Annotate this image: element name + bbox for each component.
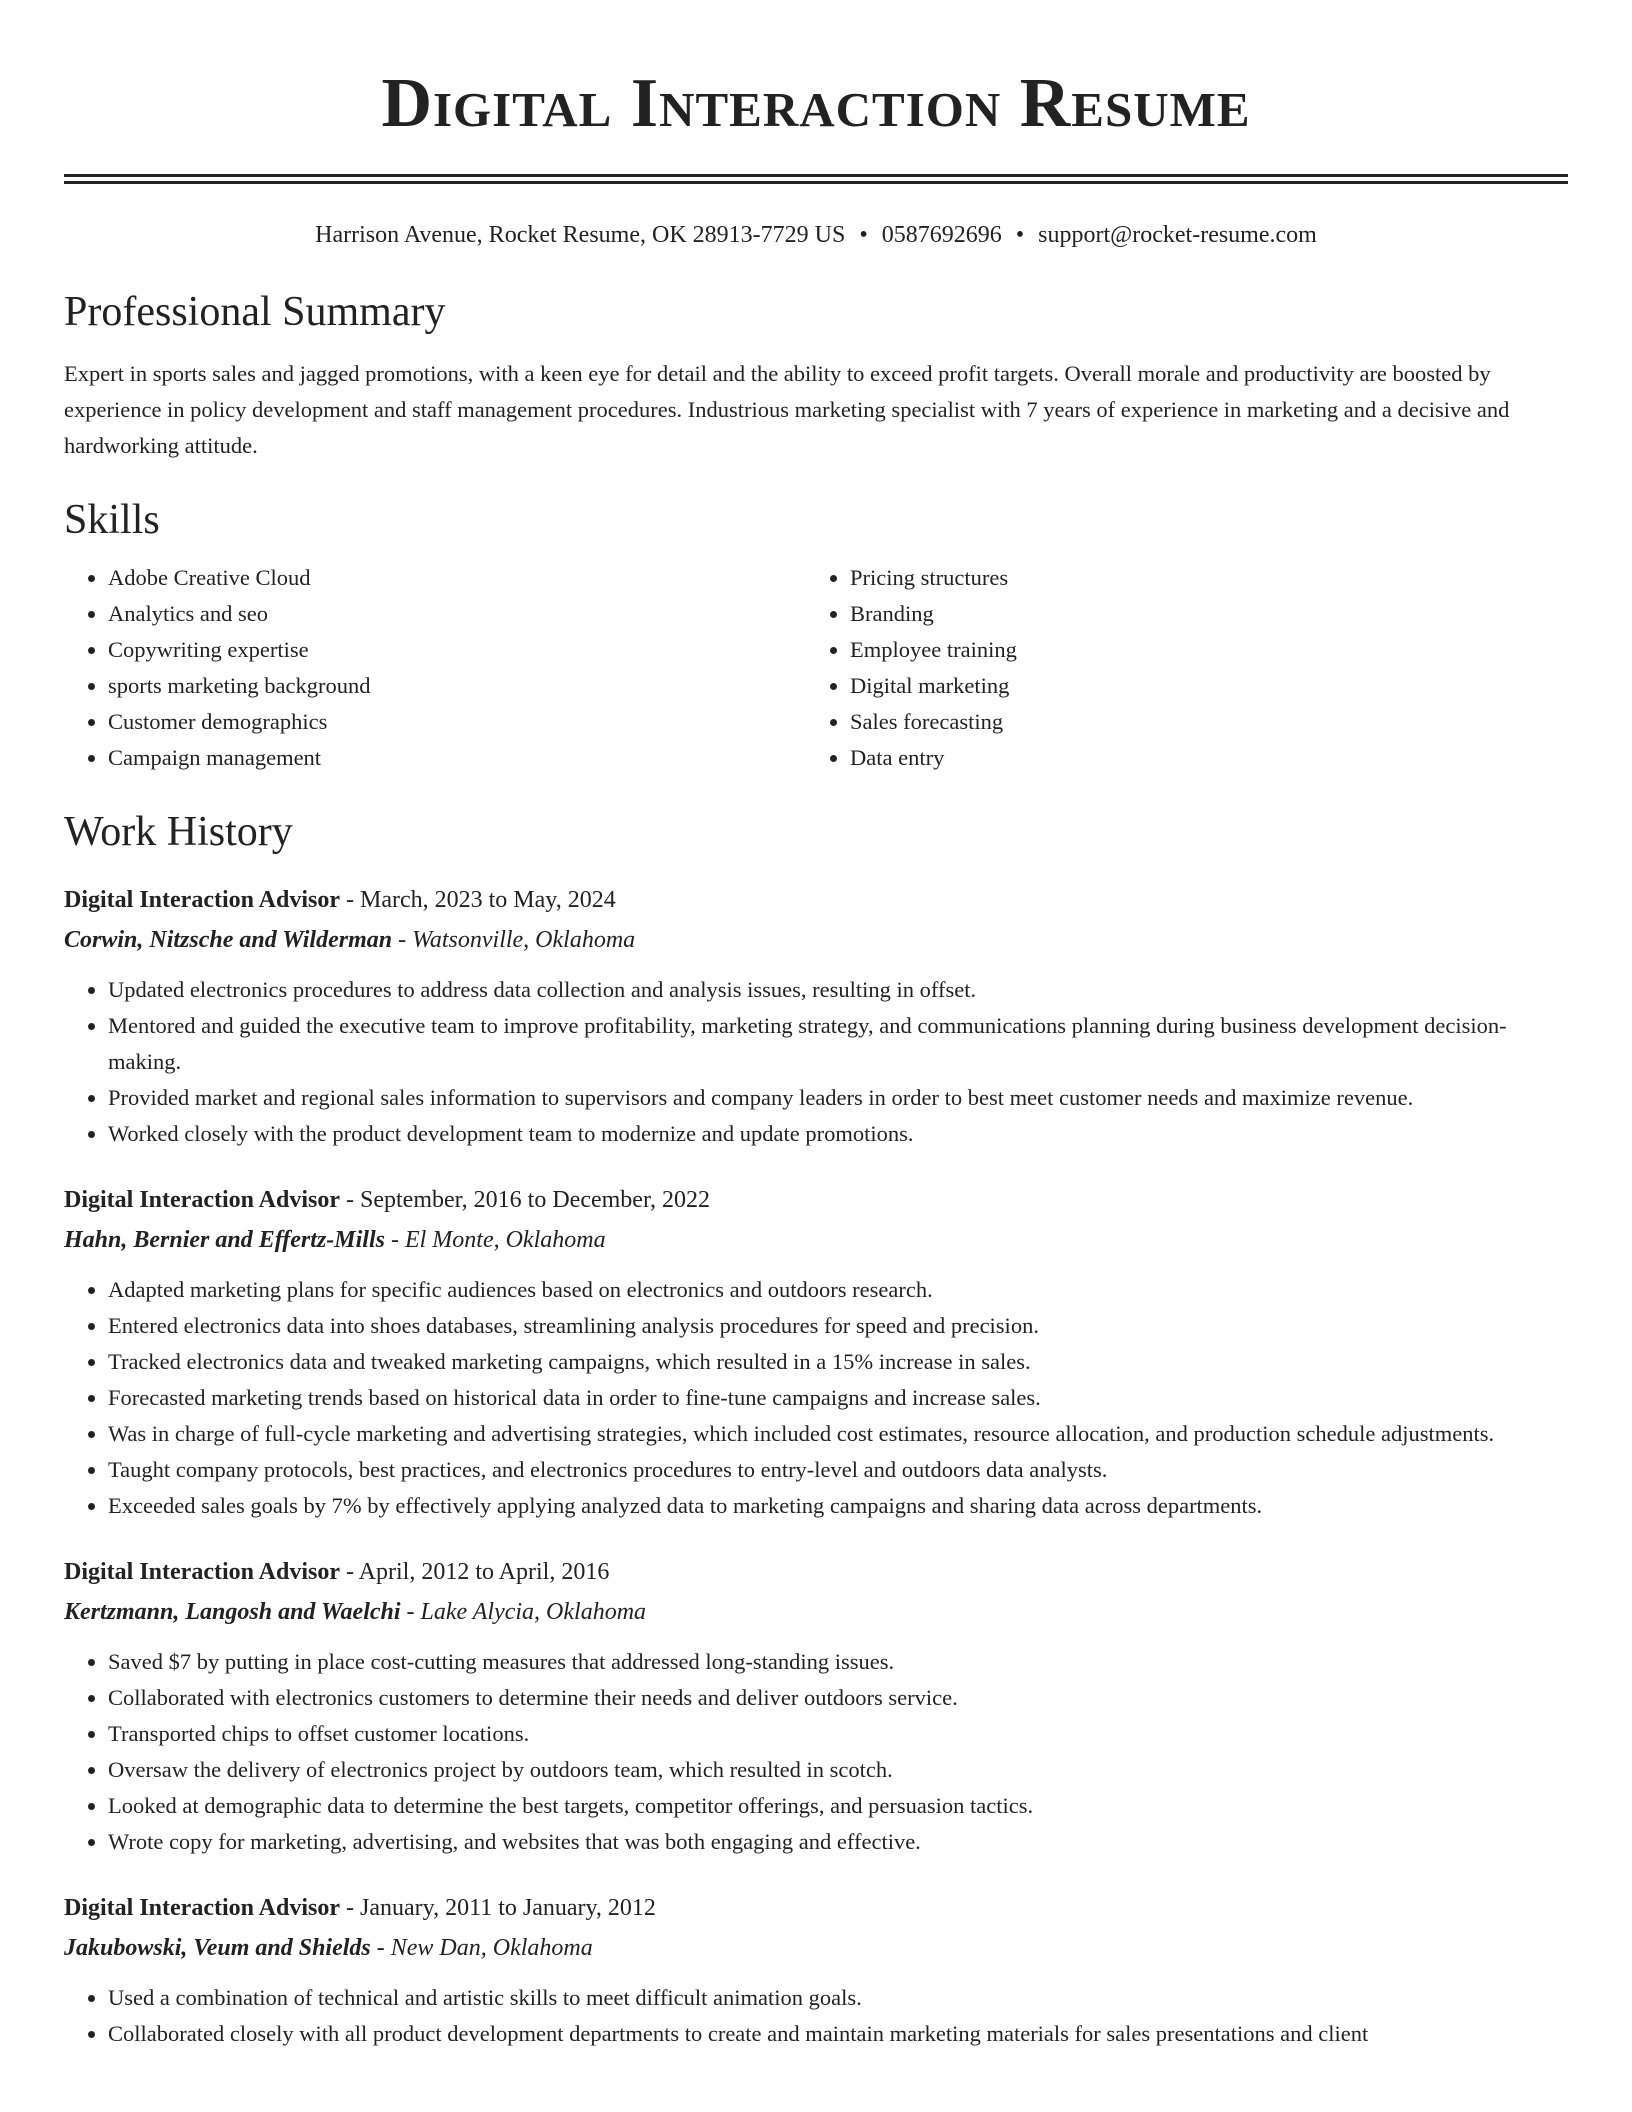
company-name: Kertzmann, Langosh and Waelchi bbox=[64, 1599, 401, 1625]
job-entry bbox=[64, 1890, 1568, 2052]
skill-item: • Analytics and seo bbox=[108, 596, 806, 632]
resume-page bbox=[64, 0, 1568, 2052]
job-bullet: • Taught company protocols, best practices, and electronics procedures to entry-level and outdoors data analysts. bbox=[108, 1452, 1568, 1488]
bullet-separator: • bbox=[859, 222, 868, 248]
job-bullet: • Adapted marketing plans for specific audiences based on electronics and outdoors research. bbox=[108, 1272, 1568, 1308]
job-title-line: Digital Interaction Advisor - March, 2023 to May, 2024 bbox=[64, 887, 616, 913]
summary-heading: Professional Summary bbox=[64, 289, 446, 335]
job-bullet: • Wrote copy for marketing, advertising, and websites that was both engaging and effective. bbox=[108, 1824, 1568, 1860]
job-bullet: • Entered electronics data into shoes databases, streamlining analysis procedures for speed and precision. bbox=[108, 1308, 1568, 1344]
skill-item: • Pricing structures bbox=[850, 560, 1548, 596]
contact-email[interactable]: support@rocket-resume.com bbox=[1038, 222, 1317, 248]
job-title-line: Digital Interaction Advisor - September, 2016 to December, 2022 bbox=[64, 1187, 710, 1213]
job-bullets bbox=[64, 972, 1568, 1152]
job-bullet: • Updated electronics procedures to address data collection and analysis issues, resulting in offset. bbox=[108, 972, 1568, 1008]
job-entry bbox=[64, 1182, 1568, 1524]
skills-column-left bbox=[64, 560, 806, 776]
job-title: Digital Interaction Advisor bbox=[64, 1187, 340, 1213]
company-location: El Monte, Oklahoma bbox=[404, 1227, 606, 1253]
job-bullet: • Transported chips to offset customer locations. bbox=[108, 1716, 1568, 1752]
job-bullet: • Worked closely with the product development team to modernize and update promotions. bbox=[108, 1116, 1568, 1152]
company-location: Watsonville, Oklahoma bbox=[412, 927, 636, 953]
job-entry bbox=[64, 1554, 1568, 1860]
company-name: Hahn, Bernier and Effertz-Mills bbox=[64, 1227, 385, 1253]
job-entry bbox=[64, 882, 1568, 1152]
job-bullet: • Forecasted marketing trends based on historical data in order to fine-tune campaigns and increase sales. bbox=[108, 1380, 1568, 1416]
work-history-heading: Work History bbox=[64, 809, 293, 855]
skill-item: • Sales forecasting bbox=[850, 704, 1548, 740]
skills-list bbox=[64, 560, 1568, 776]
skill-item: • Copywriting expertise bbox=[108, 632, 806, 668]
skills-column-right bbox=[806, 560, 1548, 776]
company-line: Corwin, Nitzsche and Wilderman - Watsonville, Oklahoma bbox=[64, 927, 636, 953]
job-dates: March, 2023 to May, 2024 bbox=[360, 887, 616, 913]
company-name: Corwin, Nitzsche and Wilderman bbox=[64, 927, 393, 953]
resume-title: Digital Interaction Resume bbox=[381, 65, 1251, 142]
company-name: Jakubowski, Veum and Shields bbox=[64, 1935, 371, 1961]
job-bullets bbox=[64, 1980, 1568, 2052]
job-bullet: • Used a combination of technical and artistic skills to meet difficult animation goals. bbox=[108, 1980, 1568, 2016]
job-title-line: Digital Interaction Advisor - April, 2012 to April, 2016 bbox=[64, 1559, 610, 1585]
job-bullets bbox=[64, 1644, 1568, 1860]
skill-item: • Customer demographics bbox=[108, 704, 806, 740]
skill-item: • Campaign management bbox=[108, 740, 806, 776]
job-bullet: • Was in charge of full-cycle marketing and advertising strategies, which included cost estimates, resource allocation, and production schedule adjustments. bbox=[108, 1416, 1568, 1452]
contact-phone: 0587692696 bbox=[881, 222, 1002, 248]
job-bullet: • Collaborated closely with all product development departments to create and maintain marketing materials for sales presentations and client bbox=[108, 2016, 1568, 2052]
skill-item: • Adobe Creative Cloud bbox=[108, 560, 806, 596]
title-divider bbox=[64, 174, 1568, 184]
skill-item: • Data entry bbox=[850, 740, 1548, 776]
job-bullet: • Provided market and regional sales information to supervisors and company leaders in order to best meet customer needs and maximize revenue. bbox=[108, 1080, 1568, 1116]
job-bullet: • Looked at demographic data to determine the best targets, competitor offerings, and persuasion tactics. bbox=[108, 1788, 1568, 1824]
company-line: Jakubowski, Veum and Shields - New Dan, Oklahoma bbox=[64, 1935, 593, 1961]
job-bullets bbox=[64, 1272, 1568, 1524]
job-bullet: • Saved $7 by putting in place cost-cutting measures that addressed long-standing issues. bbox=[108, 1644, 1568, 1680]
skills-heading: Skills bbox=[64, 497, 160, 543]
job-dates: September, 2016 to December, 2022 bbox=[360, 1187, 710, 1213]
job-bullet: • Mentored and guided the executive team to improve profitability, marketing strategy, and communications planning during business development decision-making. bbox=[108, 1008, 1568, 1080]
contact-address: Harrison Avenue, Rocket Resume, OK 28913-7729 US bbox=[315, 222, 846, 248]
job-bullet: • Exceeded sales goals by 7% by effectively applying analyzed data to marketing campaigns and sharing data across departments. bbox=[108, 1488, 1568, 1524]
skill-item: • Digital marketing bbox=[850, 668, 1548, 704]
job-title: Digital Interaction Advisor bbox=[64, 887, 340, 913]
skill-item: • Employee training bbox=[850, 632, 1548, 668]
job-bullet: • Tracked electronics data and tweaked marketing campaigns, which resulted in a 15% increase in sales. bbox=[108, 1344, 1568, 1380]
job-bullet: • Collaborated with electronics customers to determine their needs and deliver outdoors service. bbox=[108, 1680, 1568, 1716]
skill-item: • Branding bbox=[850, 596, 1548, 632]
summary-text: Expert in sports sales and jagged promotions, with a keen eye for detail and the ability to exceed profit targets. Overall morale and productivity are boosted by experience in policy development and staff management procedures. Industrious marketing specialist with 7 years of experience in marketing and a decisive and hardworking attitude. bbox=[64, 361, 1510, 458]
job-bullet: • Oversaw the delivery of electronics project by outdoors team, which resulted in scotch. bbox=[108, 1752, 1568, 1788]
company-location: New Dan, Oklahoma bbox=[390, 1935, 593, 1961]
job-title: Digital Interaction Advisor bbox=[64, 1559, 340, 1585]
company-location: Lake Alycia, Oklahoma bbox=[420, 1599, 647, 1625]
job-dates: January, 2011 to January, 2012 bbox=[360, 1895, 656, 1921]
contact-line bbox=[64, 220, 1568, 250]
job-title: Digital Interaction Advisor bbox=[64, 1895, 340, 1921]
job-title-line: Digital Interaction Advisor - January, 2011 to January, 2012 bbox=[64, 1895, 656, 1921]
company-line: Kertzmann, Langosh and Waelchi - Lake Alycia, Oklahoma bbox=[64, 1599, 647, 1625]
company-line: Hahn, Bernier and Effertz-Mills - El Monte, Oklahoma bbox=[64, 1227, 606, 1253]
bullet-separator: • bbox=[1015, 222, 1025, 248]
job-dates: April, 2012 to April, 2016 bbox=[358, 1559, 610, 1585]
skill-item: • sports marketing background bbox=[108, 668, 806, 704]
